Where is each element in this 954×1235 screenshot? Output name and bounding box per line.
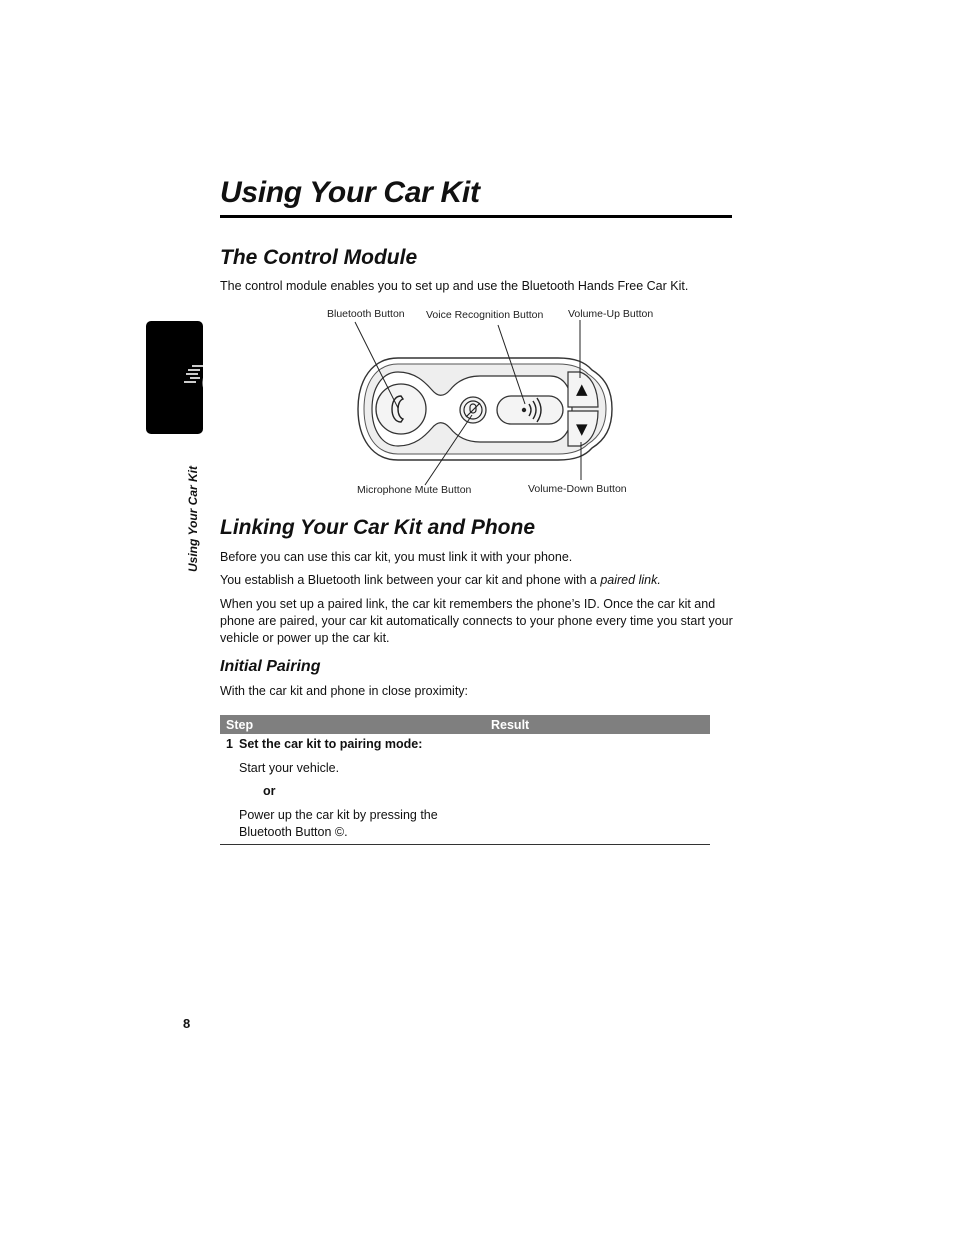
step-instruction-power-up: Power up the car kit by pressing the xyxy=(239,808,438,822)
chapter-side-label: Using Your Car Kit xyxy=(186,465,200,572)
linking-paragraph-2: You establish a Bluetooth link between your car kit and phone with a paired link. xyxy=(220,573,661,587)
control-module-illustration xyxy=(300,300,700,500)
title-divider xyxy=(220,215,732,218)
volume-down-glyph: ▼ xyxy=(576,420,588,438)
table-header-row xyxy=(220,715,710,734)
linking-paragraph-1: Before you can use this car kit, you must link it with your phone. xyxy=(220,550,573,564)
volume-down-button-label: Volume-Down Button xyxy=(528,483,627,495)
step-instruction-power-up-cont: Bluetooth Button ©. xyxy=(239,825,348,839)
step-title: Set the car kit to pairing mode: xyxy=(239,737,423,751)
paired-link-term: paired link. xyxy=(600,573,661,587)
control-module-diagram xyxy=(300,300,700,500)
control-module-intro: The control module enables you to set up and use the Bluetooth Hands Free Car Kit. xyxy=(220,279,689,293)
step-or-separator: or xyxy=(263,784,276,798)
volume-up-glyph: ▲ xyxy=(576,380,588,398)
step-number: 1 xyxy=(226,737,233,751)
page-title: Using Your Car Kit xyxy=(220,176,480,209)
voice-recognition-button-label: Voice Recognition Button xyxy=(426,309,544,321)
result-cell xyxy=(485,734,710,845)
result-column-header: Result xyxy=(485,715,710,734)
step-column-header: Step xyxy=(220,715,485,734)
linking-paragraph-3: When you set up a paired link, the car kit remembers the phone’s ID. Once the car kit and phone are paired, your car kit automatically connects to your phone every time you start your vehicle or power up the car kit. xyxy=(220,597,733,645)
linking-heading: Linking Your Car Kit and Phone xyxy=(220,516,536,539)
bluetooth-button-label: Bluetooth Button xyxy=(327,308,405,320)
volume-up-button-label: Volume-Up Button xyxy=(568,308,654,320)
pairing-steps-table xyxy=(220,715,710,845)
step-instruction-start-vehicle: Start your vehicle. xyxy=(239,761,340,775)
initial-pairing-intro: With the car kit and phone in close proximity: xyxy=(220,684,469,698)
table-row xyxy=(220,734,710,845)
bluetooth-button-symbol: © xyxy=(334,825,345,839)
phone-handset-icon xyxy=(184,356,236,400)
control-module-heading: The Control Module xyxy=(220,246,418,269)
page-number: 8 xyxy=(183,1016,191,1031)
initial-pairing-heading: Initial Pairing xyxy=(220,658,321,675)
chapter-tab xyxy=(146,321,203,434)
microphone-mute-button-label: Microphone Mute Button xyxy=(357,484,472,496)
step-cell xyxy=(220,734,485,845)
